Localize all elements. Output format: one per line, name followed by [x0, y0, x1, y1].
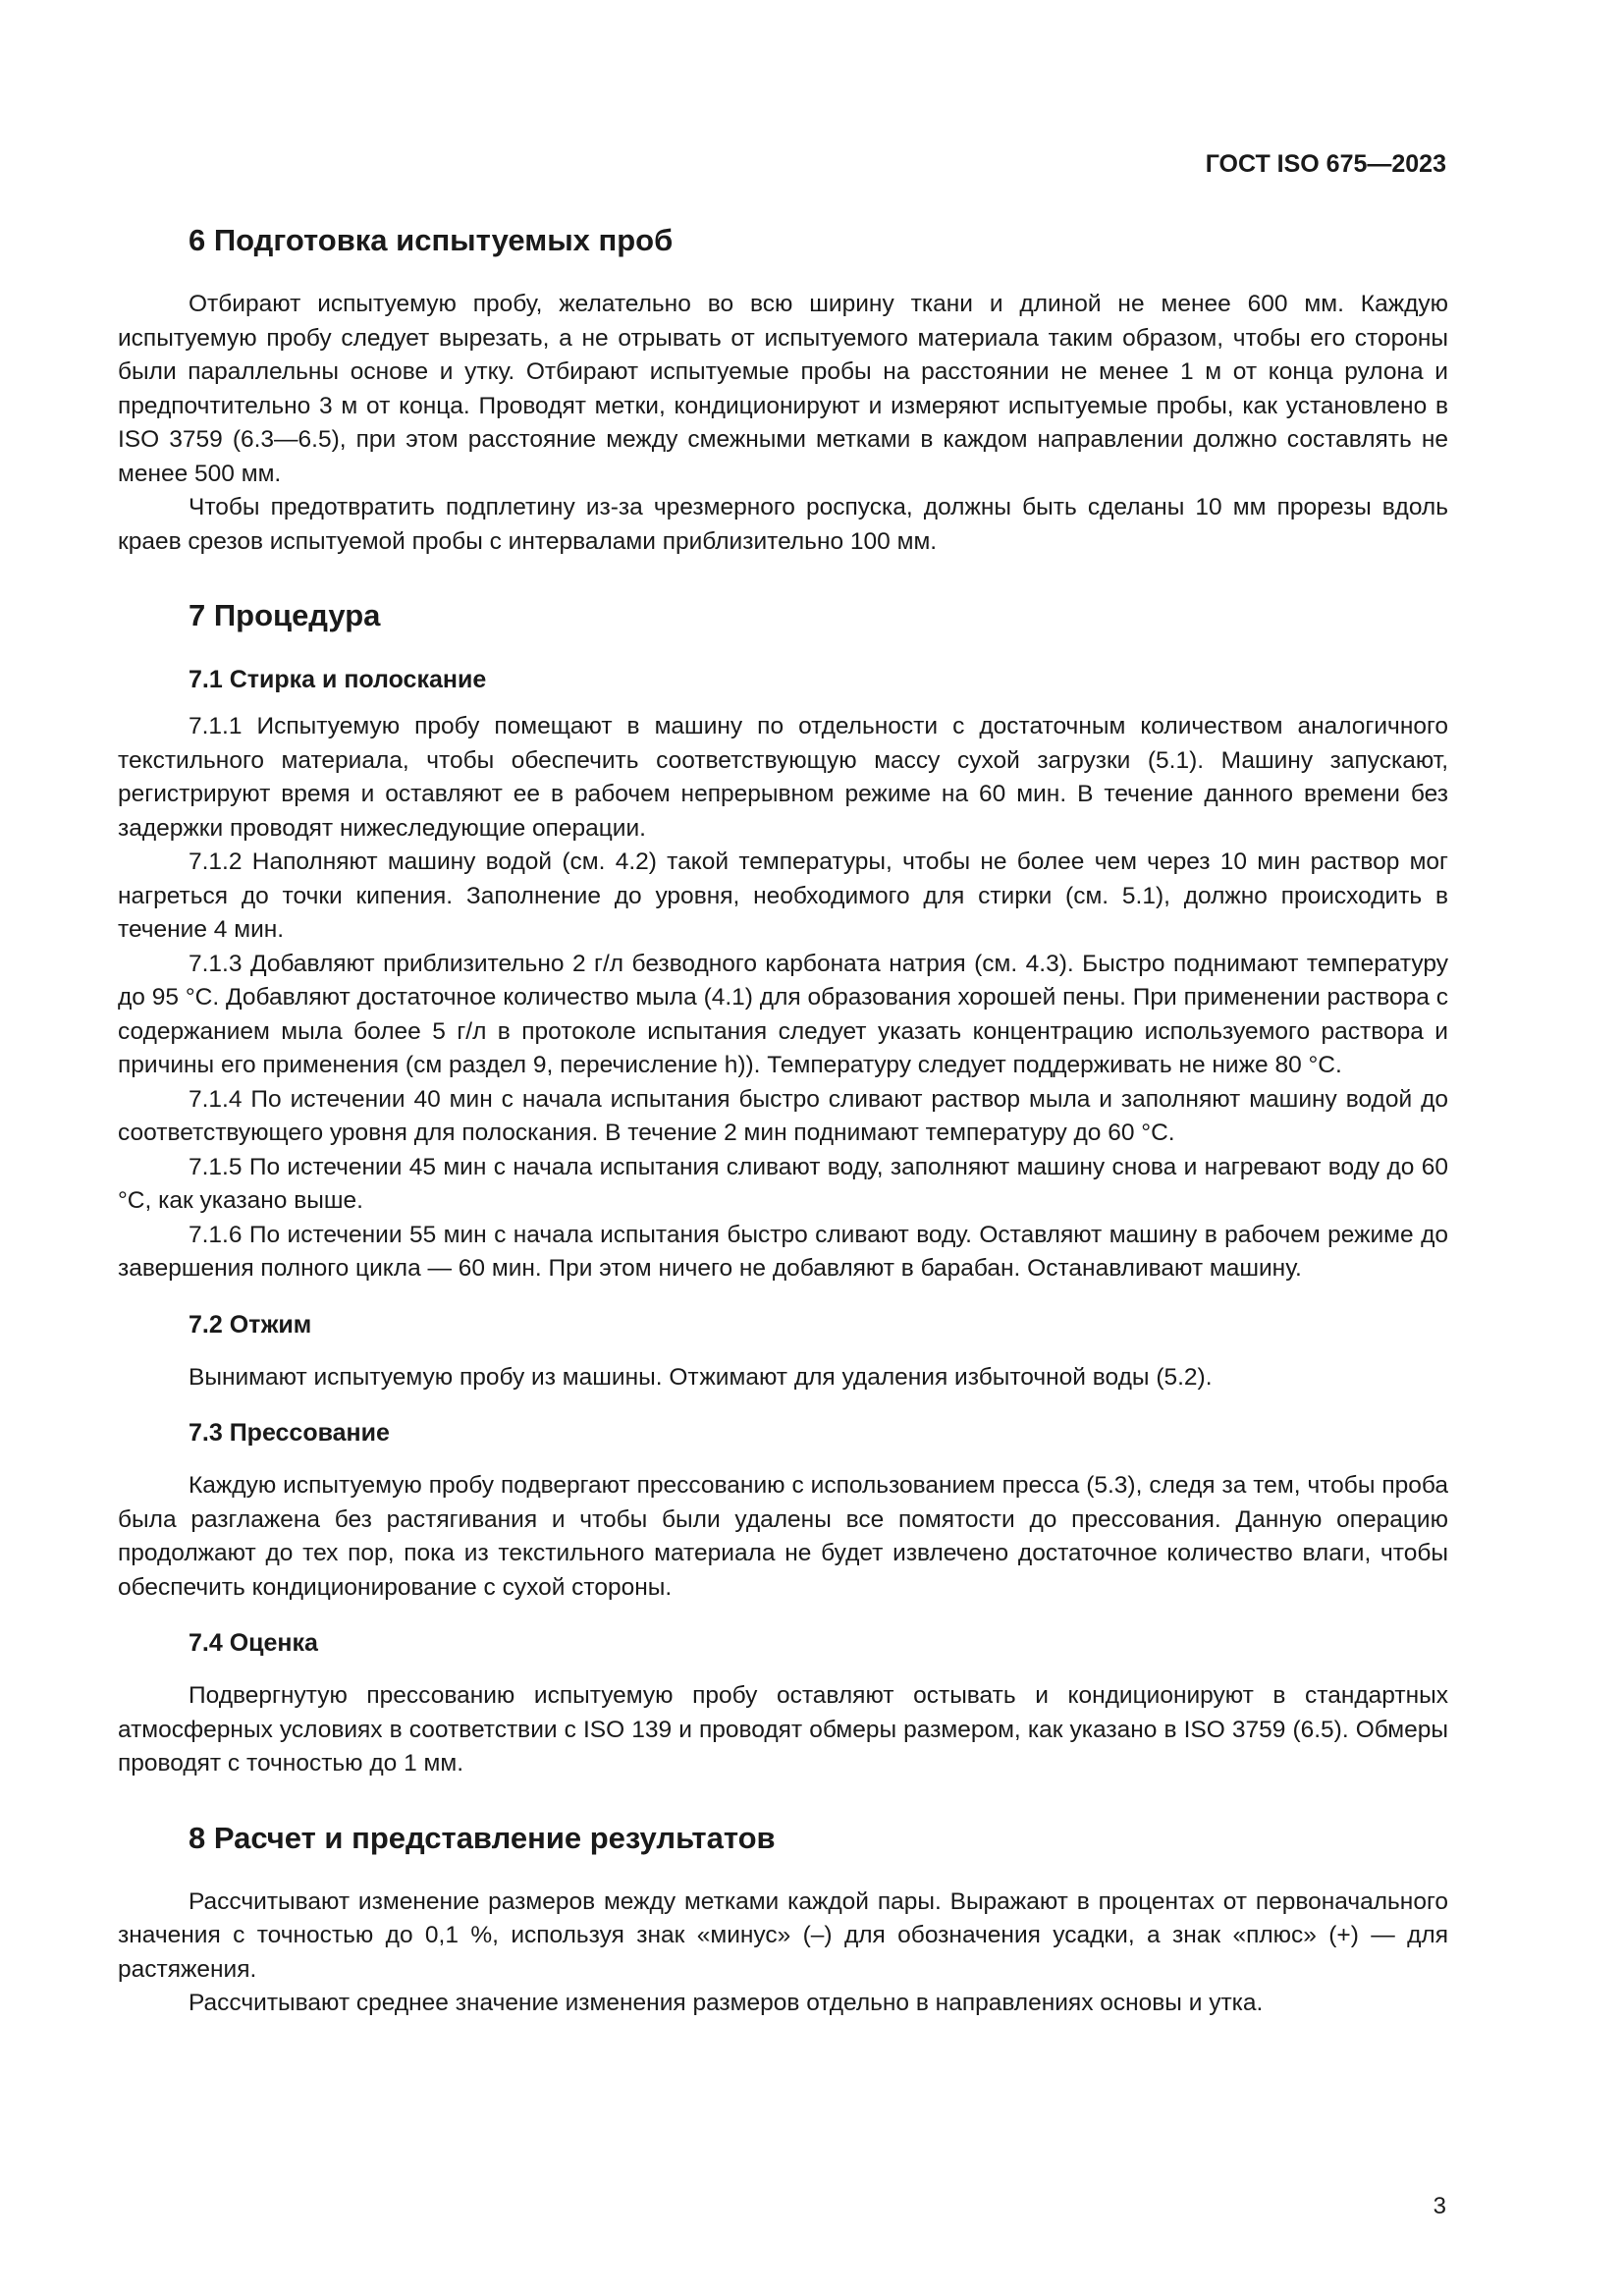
clause-7-1-4: 7.1.4 По истечении 40 мин с начала испытания быстро сливают раствор мыла и заполняют машину водой до соответствующего уровня для полоскания. В течение 2 мин поднимают температуру до 60 °С.	[118, 1085, 1448, 1146]
document-header-id: ГОСТ ISO 675—2023	[1205, 150, 1446, 178]
section-7-2-paragraph: Вынимают испытуемую пробу из машины. Отжимают для удаления избыточной воды (5.2).	[189, 1363, 1213, 1391]
section-7-1-title: 7.1 Стирка и полоскание	[189, 666, 487, 693]
section-8-paragraph-2: Рассчитывают среднее значение изменения размеров отдельно в направлениях основы и утка.	[189, 1990, 1264, 2016]
section-7-title: 7 Процедура	[189, 598, 381, 632]
section-6-paragraph-2: Чтобы предотвратить подплетину из-за чрезмерного роспуска, должны быть сделаны 10 мм прорезы вдоль краев срезов испытуемой пробы с интервалами приблизительно 100 мм.	[118, 494, 1448, 555]
clause-7-1-2: 7.1.2 Наполняют машину водой (см. 4.2) такой температуры, чтобы не более чем через 10 мин раствор мог нагреться до точки кипения. Заполнение до уровня, необходимого для стирки (см. 5.1), должно происходить в течение 4 мин.	[118, 848, 1448, 943]
section-7-4-paragraph: Подвергнутую прессованию испытуемую пробу оставляют остывать и кондиционируют в стандартных атмосферных условиях в соответствии с ISO 139 и проводят обмеры размером, как указано в ISO 3759 (6.5). Обмеры проводят с точностью до 1 мм.	[118, 1682, 1448, 1777]
section-8-paragraph-1: Рассчитывают изменение размеров между метками каждой пары. Выражают в процентах от первоначального значения с точностью до 0,1 %, используя знак «минус» (–) для обозначения усадки, а знак «плюс» (+) — для растяжения.	[118, 1887, 1448, 1983]
section-6-title: 6 Подготовка испытуемых проб	[189, 223, 674, 257]
section-6-paragraph-1: Отбирают испытуемую пробу, желательно во всю ширину ткани и длиной не менее 600 мм. Каждую испытуемую пробу следует вырезать, а не отрывать от испытуемого материала таким образом, чтобы его стороны были параллельны основе и утку. Отбирают испытуемые пробы на расстоянии не менее 1 м от конца рулона и предпочтительно 3 м от конца. Проводят метки, кондиционируют и измеряют испытуемые пробы, как установлено в ISO 3759 (6.3—6.5), при этом расстояние между смежными метками в каждом направлении должно составлять не менее 500 мм.	[118, 291, 1448, 487]
section-7-3-title: 7.3 Прессование	[189, 1419, 390, 1447]
section-8-title: 8 Расчет и представление результатов	[189, 1820, 776, 1855]
section-7-2-title: 7.2 Отжим	[189, 1310, 312, 1339]
clause-7-1-6: 7.1.6 По истечении 55 мин с начала испытания быстро сливают воду. Оставляют машину в рабочем режиме до завершения полного цикла — 60 мин. При этом ничего не добавляют в барабан. Останавливают машину.	[118, 1221, 1448, 1282]
section-7-4-title: 7.4 Оценка	[189, 1629, 318, 1657]
clause-7-1-3: 7.1.3 Добавляют приблизительно 2 г/л безводного карбоната натрия (см. 4.3). Быстро поднимают температуру до 95 °С. Добавляют достаточное количество мыла (4.1) для образования хорошей пены. При применении раствора с содержанием мыла более 5 г/л в протоколе испытания следует указать концентрацию используемого раствора и причины его применения (см раздел 9, перечисление h)). Температуру следует поддерживать не ниже 80 °С.	[118, 950, 1448, 1078]
page-number: 3	[1433, 2193, 1446, 2219]
section-7-3-paragraph: Каждую испытуемую пробу подвергают прессованию с использованием пресса (5.3), следя за тем, чтобы проба была разглажена без растягивания и чтобы были удалены все помятости до прессования. Данную операцию продолжают до тех пор, пока из текстильного материала не будет извлечено достаточное количество влаги, чтобы обеспечить кондиционирование с сухой стороны.	[118, 1472, 1448, 1601]
page-content	[118, 221, 1448, 2021]
clause-7-1-5: 7.1.5 По истечении 45 мин с начала испытания сливают воду, заполняют машину снова и нагревают воду до 60 °С, как указано выше.	[118, 1153, 1448, 1214]
clause-7-1-1: 7.1.1 Испытуемую пробу помещают в машину по отдельности с достаточным количеством аналогичного текстильного материала, чтобы обеспечить соответствующую массу сухой загрузки (5.1). Машину запускают, регистрируют время и оставляют ее в рабочем непрерывном режиме на 60 мин. В течение данного времени без задержки проводят нижеследующие операции.	[118, 713, 1448, 842]
